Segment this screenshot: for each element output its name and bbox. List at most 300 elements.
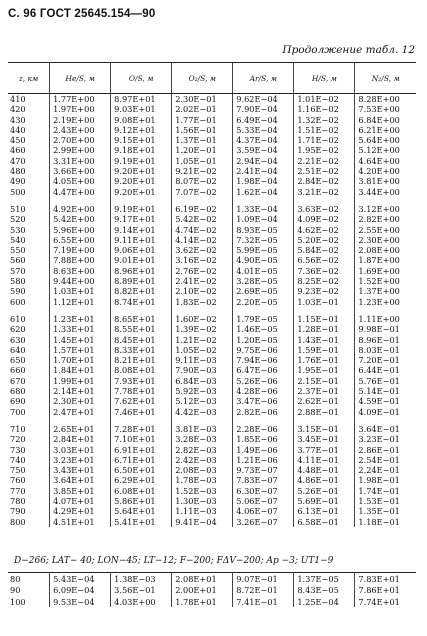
value-cell: 1.33E+01 <box>50 324 111 334</box>
value-cell: 9.03E+01 <box>111 104 172 114</box>
altitude-cell: 770 <box>10 485 26 496</box>
table-row <box>8 496 416 506</box>
value-cell: 6.13E−01 <box>294 506 355 516</box>
value-cell: 2.00E+01 <box>172 584 233 595</box>
value-cell: 4.06E−07 <box>233 506 294 516</box>
value-cell: 1.11E+00 <box>355 314 416 324</box>
value-cell: 9.18E+01 <box>111 145 172 155</box>
value-cell: 1.32E−02 <box>294 115 355 125</box>
spacer-cell <box>172 417 233 424</box>
value-cell: 7.88E+00 <box>50 255 111 265</box>
value-cell: 1.51E−02 <box>294 125 355 135</box>
value-cell: 4.48E−01 <box>294 465 355 475</box>
value-cell: 1.23E+00 <box>355 297 416 307</box>
value-cell: 1.77E+00 <box>50 94 111 105</box>
table-row <box>8 145 416 155</box>
table-row <box>8 445 416 455</box>
value-cell: 1.53E−01 <box>355 496 416 506</box>
value-cell: 1.16E−02 <box>294 104 355 114</box>
table-row <box>8 255 416 265</box>
value-cell: 2.08E+00 <box>355 245 416 255</box>
value-cell: 1.85E−06 <box>233 434 294 444</box>
value-cell: 8.96E+01 <box>111 266 172 276</box>
value-cell: 8.33E+01 <box>111 345 172 355</box>
value-cell: 4.37E−04 <box>233 135 294 145</box>
value-cell: 1.18E−01 <box>355 517 416 527</box>
altitude-cell: 660 <box>10 365 26 376</box>
spacer-cell <box>233 307 294 314</box>
value-cell: 5.06E−07 <box>233 496 294 506</box>
value-cell: 8.82E+01 <box>111 286 172 296</box>
table-row <box>8 475 416 485</box>
value-cell: 8.93E−05 <box>233 225 294 235</box>
value-cell: 1.46E−05 <box>233 324 294 334</box>
value-cell: 1.52E−03 <box>172 486 233 496</box>
altitude-cell: 790 <box>10 506 26 517</box>
value-cell: 4.59E−01 <box>355 396 416 406</box>
value-cell: 8.03E−01 <box>355 345 416 355</box>
value-cell: 1.03E+01 <box>50 286 111 296</box>
altitude-cell: 460 <box>10 145 26 156</box>
table-row <box>8 115 416 125</box>
value-cell: 7.86E+01 <box>355 584 416 595</box>
column-header-he: He/S, м <box>50 63 111 94</box>
altitude-cell: 540 <box>10 234 26 245</box>
table-row <box>8 276 416 286</box>
spacer-cell <box>355 307 416 314</box>
value-cell: 3.15E−01 <box>294 424 355 434</box>
table-row <box>8 434 416 444</box>
altitude-cell: 730 <box>10 444 26 455</box>
value-cell: 1.95E−01 <box>294 365 355 375</box>
value-cell: 3.16E−02 <box>172 255 233 265</box>
value-cell: 4.28E−06 <box>233 386 294 396</box>
table-row <box>8 345 416 355</box>
value-cell: 2.02E−01 <box>172 104 233 114</box>
value-cell: 4.74E−02 <box>172 225 233 235</box>
table-row <box>8 166 416 176</box>
table-header-row <box>8 63 416 94</box>
value-cell: 6.08E+01 <box>111 486 172 496</box>
value-cell: 4.29E+01 <box>50 506 111 516</box>
value-cell: 6.09E−04 <box>50 584 111 595</box>
value-cell: 6.44E−01 <box>355 365 416 375</box>
value-cell: 4.64E+00 <box>355 156 416 166</box>
value-cell: 2.47E+01 <box>50 407 111 417</box>
value-cell: 2.20E−05 <box>233 297 294 307</box>
spacer-cell <box>294 197 355 204</box>
table-row <box>8 596 416 607</box>
value-cell: 1.11E−03 <box>172 506 233 516</box>
value-cell: 9.15E+01 <box>111 135 172 145</box>
altitude-cell: 410 <box>10 94 26 104</box>
value-cell: 1.30E−03 <box>172 496 233 506</box>
table-row <box>8 486 416 496</box>
table-row <box>8 135 416 145</box>
value-cell: 6.21E+00 <box>355 125 416 135</box>
value-cell: 5.42E−02 <box>172 214 233 224</box>
table-row <box>8 517 416 527</box>
value-cell: 8.96E−01 <box>355 335 416 345</box>
value-cell: 1.56E−01 <box>172 125 233 135</box>
value-cell: 8.08E+01 <box>111 365 172 375</box>
value-cell: 2.37E−01 <box>294 386 355 396</box>
value-cell: 3.45E−01 <box>294 434 355 444</box>
value-cell: 1.45E+01 <box>50 335 111 345</box>
value-cell: 8.97E+01 <box>111 94 172 105</box>
value-cell: 9.08E+01 <box>111 115 172 125</box>
value-cell: 4.47E+00 <box>50 187 111 197</box>
altitude-cell: 690 <box>10 396 26 407</box>
altitude-cell: 740 <box>10 454 26 465</box>
value-cell: 2.69E−05 <box>233 286 294 296</box>
value-cell: 2.08E−03 <box>172 465 233 475</box>
low-altitude-table <box>8 572 416 607</box>
spacer-cell <box>355 417 416 424</box>
value-cell: 6.19E−02 <box>172 204 233 214</box>
value-cell: 7.83E+01 <box>355 573 416 585</box>
value-cell: 8.55E+01 <box>111 324 172 334</box>
value-cell: 4.09E−01 <box>355 407 416 417</box>
value-cell: 4.05E+00 <box>50 176 111 186</box>
altitude-cell: 500 <box>10 186 26 197</box>
value-cell: 5.64E+01 <box>111 506 172 516</box>
value-cell: 7.10E+01 <box>111 434 172 444</box>
table-row <box>8 365 416 375</box>
value-cell: 9.73E−07 <box>233 465 294 475</box>
value-cell: 1.12E+01 <box>50 297 111 307</box>
value-cell: 8.07E−02 <box>172 176 233 186</box>
spacer-cell <box>172 197 233 204</box>
altitude-cell: 420 <box>10 104 26 115</box>
value-cell: 7.28E+01 <box>111 424 172 434</box>
table-row <box>8 314 416 324</box>
value-cell: 7.90E−04 <box>233 104 294 114</box>
table-row <box>8 187 416 197</box>
table-row <box>8 297 416 307</box>
value-cell: 1.69E+00 <box>355 266 416 276</box>
value-cell: 3.66E+00 <box>50 166 111 176</box>
value-cell: 3.62E−02 <box>172 245 233 255</box>
altitude-cell: 510 <box>10 203 26 214</box>
value-cell: 6.84E+00 <box>355 115 416 125</box>
value-cell: 5.92E−03 <box>172 386 233 396</box>
value-cell: 7.20E−01 <box>355 355 416 365</box>
value-cell: 3.44E+00 <box>355 187 416 197</box>
value-cell: 2.86E−01 <box>355 445 416 455</box>
value-cell: 9.53E−04 <box>50 596 111 607</box>
value-cell: 3.21E−02 <box>294 187 355 197</box>
altitude-cell: 700 <box>10 406 26 417</box>
value-cell: 2.84E−02 <box>294 176 355 186</box>
altitude-cell: 550 <box>10 245 26 256</box>
value-cell: 4.51E+01 <box>50 517 111 527</box>
altitude-cell: 450 <box>10 135 26 146</box>
value-cell: 3.63E−02 <box>294 204 355 214</box>
spacer-cell <box>50 307 111 314</box>
altitude-cell: 580 <box>10 276 26 287</box>
value-cell: 9.11E+01 <box>111 235 172 245</box>
value-cell: 1.70E+01 <box>50 355 111 365</box>
value-cell: 1.78E+01 <box>172 596 233 607</box>
value-cell: 1.87E+00 <box>355 255 416 265</box>
altitude-cell: 530 <box>10 224 26 235</box>
value-cell: 2.55E+00 <box>355 225 416 235</box>
value-cell: 7.94E−06 <box>233 355 294 365</box>
value-cell: 2.08E+01 <box>172 573 233 585</box>
value-cell: 9.14E+01 <box>111 225 172 235</box>
value-cell: 4.86E−01 <box>294 475 355 485</box>
table-row <box>8 225 416 235</box>
value-cell: 9.01E+01 <box>111 255 172 265</box>
value-cell: 1.05E−02 <box>172 345 233 355</box>
value-cell: 5.86E+01 <box>111 496 172 506</box>
table-row <box>8 573 416 585</box>
value-cell: 7.41E−01 <box>233 596 294 607</box>
value-cell: 4.14E−02 <box>172 235 233 245</box>
spacer-cell <box>111 417 172 424</box>
value-cell: 6.50E+01 <box>111 465 172 475</box>
table-row <box>8 355 416 365</box>
altitude-cell: 430 <box>10 114 26 125</box>
value-cell: 6.49E−04 <box>233 115 294 125</box>
value-cell: 1.62E−04 <box>233 187 294 197</box>
value-cell: 6.84E−03 <box>172 376 233 386</box>
altitude-cell: 520 <box>10 214 26 225</box>
value-cell: 1.99E+01 <box>50 376 111 386</box>
value-cell: 5.42E+00 <box>50 214 111 224</box>
altitude-cell: 570 <box>10 265 26 276</box>
spacer-cell <box>294 417 355 424</box>
table-row <box>8 266 416 276</box>
altitude-cell: 440 <box>10 124 26 135</box>
page-header <box>8 8 417 26</box>
atmosphere-table <box>8 62 416 527</box>
value-cell: 7.53E+00 <box>355 104 416 114</box>
value-cell: 5.12E−03 <box>172 396 233 406</box>
value-cell: 2.30E−01 <box>172 94 233 105</box>
value-cell: 6.91E+01 <box>111 445 172 455</box>
altitude-cell: 590 <box>10 286 26 297</box>
column-header-o2: O₂/S, м <box>172 63 233 94</box>
value-cell: 1.25E−04 <box>294 596 355 607</box>
value-cell: 1.84E+01 <box>50 365 111 375</box>
value-cell: 6.55E+00 <box>50 235 111 245</box>
value-cell: 7.36E−02 <box>294 266 355 276</box>
value-cell: 7.74E+01 <box>355 596 416 607</box>
value-cell: 2.70E+00 <box>50 135 111 145</box>
value-cell: 1.95E−02 <box>294 145 355 155</box>
altitude-cell: 780 <box>10 495 26 506</box>
value-cell: 1.83E−02 <box>172 297 233 307</box>
value-cell: 7.90E−03 <box>172 365 233 375</box>
altitude-cell: 100 <box>10 596 26 607</box>
altitude-cell: 800 <box>10 516 26 527</box>
value-cell: 1.21E−02 <box>172 335 233 345</box>
value-cell: 3.12E+00 <box>355 204 416 214</box>
value-cell: 4.42E−03 <box>172 407 233 417</box>
spacer-cell <box>8 197 50 204</box>
table-continuation-label: Продолжение табл. 12 <box>282 44 415 56</box>
value-cell: 9.21E−02 <box>172 166 233 176</box>
value-cell: 5.84E−02 <box>294 245 355 255</box>
value-cell: 2.30E+01 <box>50 396 111 406</box>
value-cell: 1.21E−06 <box>233 455 294 465</box>
value-cell: 8.43E−05 <box>294 584 355 595</box>
value-cell: 9.19E+01 <box>111 204 172 214</box>
value-cell: 2.94E−04 <box>233 156 294 166</box>
value-cell: 9.17E+01 <box>111 214 172 224</box>
value-cell: 2.28E−06 <box>233 424 294 434</box>
value-cell: 6.29E+01 <box>111 475 172 485</box>
value-cell: 2.65E+01 <box>50 424 111 434</box>
value-cell: 2.99E+00 <box>50 145 111 155</box>
altitude-cell: 710 <box>10 423 26 434</box>
table-row <box>8 204 416 214</box>
value-cell: 6.47E−06 <box>233 365 294 375</box>
value-cell: 2.62E−01 <box>294 396 355 406</box>
value-cell: 1.20E−01 <box>172 145 233 155</box>
value-cell: 5.20E−02 <box>294 235 355 245</box>
value-cell: 5.69E−01 <box>294 496 355 506</box>
value-cell: 2.15E−01 <box>294 376 355 386</box>
value-cell: 9.19E+01 <box>111 156 172 166</box>
value-cell: 1.23E+01 <box>50 314 111 324</box>
value-cell: 3.28E−03 <box>172 434 233 444</box>
table-body <box>8 94 416 527</box>
table-row <box>8 94 416 105</box>
value-cell: 4.09E−02 <box>294 214 355 224</box>
value-cell: 2.76E−02 <box>172 266 233 276</box>
value-cell: 5.26E−06 <box>233 376 294 386</box>
altitude-cell: 650 <box>10 355 26 366</box>
table-row <box>8 104 416 114</box>
value-cell: 4.03E+00 <box>111 596 172 607</box>
page-header-text: С. 96 ГОСТ 25645.154—90 <box>8 8 156 20</box>
value-cell: 9.20E+01 <box>111 187 172 197</box>
value-cell: 2.43E+00 <box>50 125 111 135</box>
table-row <box>8 176 416 186</box>
table-row <box>8 424 416 434</box>
table-row <box>8 455 416 465</box>
value-cell: 9.20E+01 <box>111 176 172 186</box>
altitude-cell: 720 <box>10 434 26 445</box>
value-cell: 8.74E+01 <box>111 297 172 307</box>
value-cell: 1.33E−04 <box>233 204 294 214</box>
spacer-cell <box>50 417 111 424</box>
value-cell: 4.01E−05 <box>233 266 294 276</box>
value-cell: 1.74E−01 <box>355 486 416 496</box>
value-cell: 9.98E−01 <box>355 324 416 334</box>
table-row <box>8 245 416 255</box>
table-row <box>8 584 416 595</box>
value-cell: 8.72E−01 <box>233 584 294 595</box>
value-cell: 3.23E−01 <box>355 434 416 444</box>
table-row <box>8 156 416 166</box>
value-cell: 2.82E−03 <box>172 445 233 455</box>
altitude-cell: 630 <box>10 334 26 345</box>
table-row <box>8 506 416 516</box>
value-cell: 5.26E−01 <box>294 486 355 496</box>
altitude-cell: 610 <box>10 313 26 324</box>
value-cell: 6.71E+01 <box>111 455 172 465</box>
value-cell: 1.98E−01 <box>355 475 416 485</box>
value-cell: 4.20E+00 <box>355 166 416 176</box>
value-cell: 5.12E+00 <box>355 145 416 155</box>
spacer-cell <box>8 307 50 314</box>
table-row <box>8 396 416 406</box>
value-cell: 3.56E−01 <box>111 584 172 595</box>
table-row <box>8 324 416 334</box>
value-cell: 1.28E−01 <box>294 324 355 334</box>
value-cell: 9.23E−02 <box>294 286 355 296</box>
value-cell: 4.62E−02 <box>294 225 355 235</box>
column-header-n2: N₂/S, м <box>355 63 416 94</box>
value-cell: 2.88E−01 <box>294 407 355 417</box>
group-spacer <box>8 307 416 314</box>
value-cell: 2.51E−02 <box>294 166 355 176</box>
value-cell: 9.41E−04 <box>172 517 233 527</box>
value-cell: 3.28E−05 <box>233 276 294 286</box>
value-cell: 3.81E+00 <box>355 176 416 186</box>
value-cell: 1.77E−01 <box>172 115 233 125</box>
value-cell: 1.43E−01 <box>294 335 355 345</box>
spacer-cell <box>172 307 233 314</box>
value-cell: 3.85E+01 <box>50 486 111 496</box>
value-cell: 2.84E+01 <box>50 434 111 444</box>
value-cell: 2.41E−02 <box>172 276 233 286</box>
table-row <box>8 335 416 345</box>
value-cell: 2.82E−06 <box>233 407 294 417</box>
value-cell: 9.75E−06 <box>233 345 294 355</box>
spacer-cell <box>111 197 172 204</box>
value-cell: 4.11E−01 <box>294 455 355 465</box>
value-cell: 7.32E−05 <box>233 235 294 245</box>
altitude-cell: 640 <box>10 344 26 355</box>
altitude-cell: 490 <box>10 176 26 187</box>
table-row <box>8 235 416 245</box>
value-cell: 1.37E−01 <box>172 135 233 145</box>
group-spacer <box>8 197 416 204</box>
value-cell: 9.07E−01 <box>233 573 294 585</box>
value-cell: 7.83E−07 <box>233 475 294 485</box>
value-cell: 2.41E−04 <box>233 166 294 176</box>
value-cell: 2.42E−03 <box>172 455 233 465</box>
altitude-cell: 470 <box>10 155 26 166</box>
value-cell: 2.10E−02 <box>172 286 233 296</box>
value-cell: 8.28E+00 <box>355 94 416 105</box>
value-cell: 5.64E+00 <box>355 135 416 145</box>
value-cell: 1.49E−06 <box>233 445 294 455</box>
value-cell: 1.20E−05 <box>233 335 294 345</box>
value-cell: 1.71E−02 <box>294 135 355 145</box>
spacer-cell <box>8 417 50 424</box>
value-cell: 7.62E+01 <box>111 396 172 406</box>
column-header-h: H/S, м <box>294 63 355 94</box>
value-cell: 5.99E−05 <box>233 245 294 255</box>
value-cell: 6.58E−01 <box>294 517 355 527</box>
spacer-cell <box>233 417 294 424</box>
value-cell: 4.07E+01 <box>50 496 111 506</box>
table-row <box>8 125 416 135</box>
altitude-cell: 480 <box>10 166 26 177</box>
column-header-o: O/S, м <box>111 63 172 94</box>
altitude-cell: 680 <box>10 386 26 397</box>
spacer-cell <box>111 307 172 314</box>
value-cell: 3.77E−01 <box>294 445 355 455</box>
value-cell: 3.26E−07 <box>233 517 294 527</box>
table-row <box>8 376 416 386</box>
